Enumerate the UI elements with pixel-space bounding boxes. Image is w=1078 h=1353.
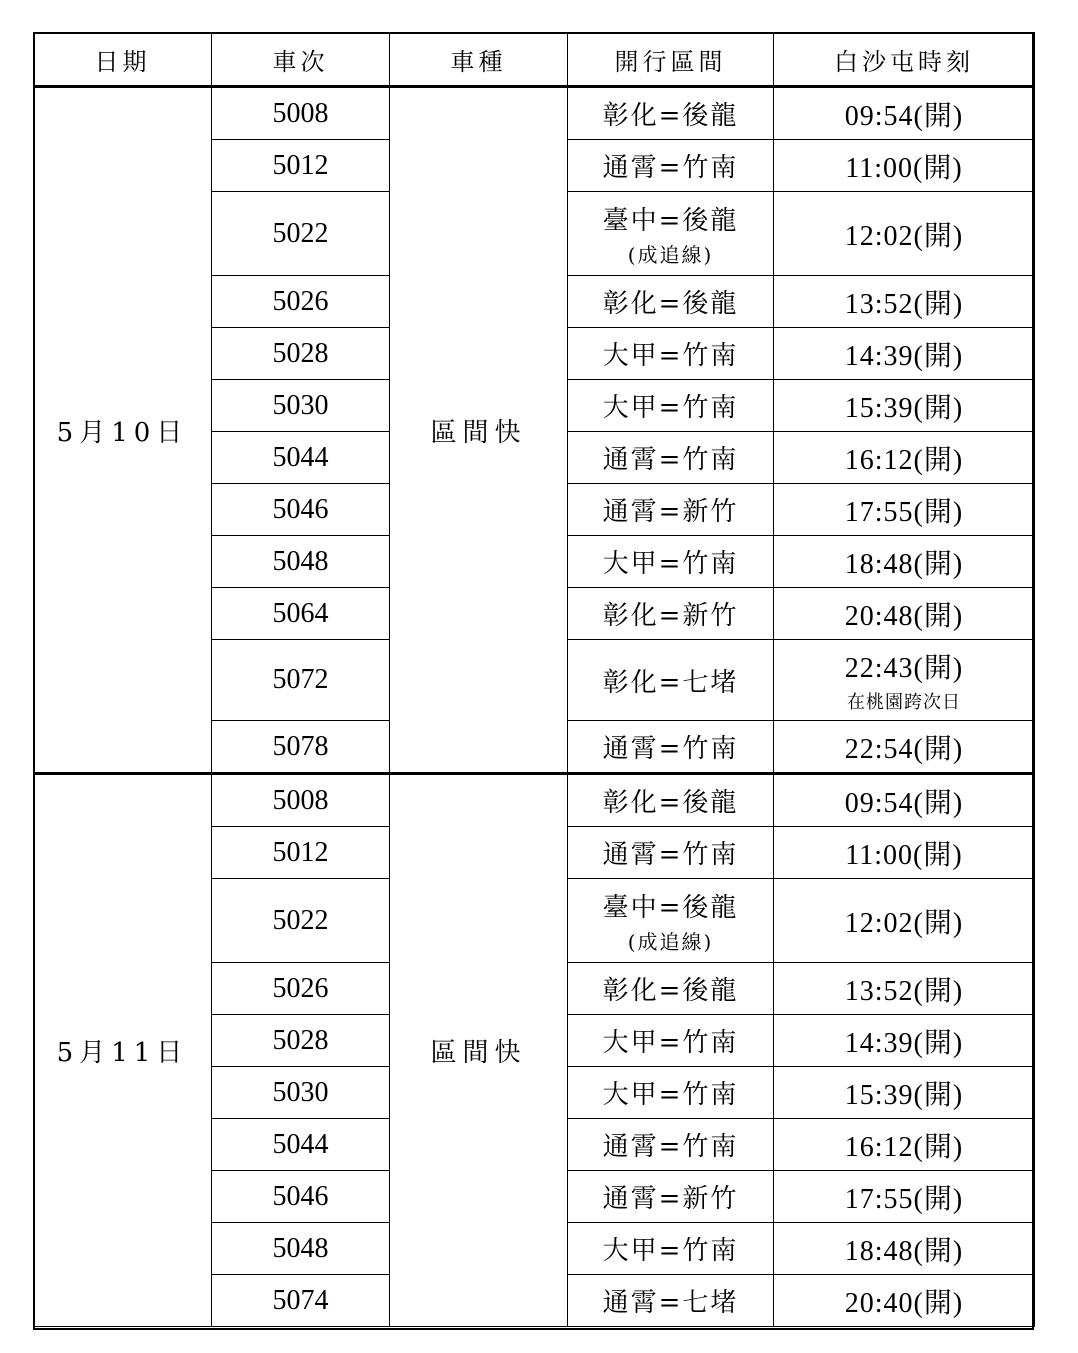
route-text: 通霄=竹南 <box>602 840 739 870</box>
route-note: (成追線) <box>627 242 714 267</box>
departure-time-cell <box>774 276 1035 328</box>
route-text: 彰化=七堵 <box>602 667 739 698</box>
train-number-cell: 5008 <box>212 774 390 827</box>
route-text: 彰化=新竹 <box>602 601 739 631</box>
header-route: 開行區間 <box>568 33 774 87</box>
route-cell <box>568 1275 774 1327</box>
route-text: 臺中=後龍 <box>602 205 739 236</box>
departure-time-cell <box>774 1275 1035 1327</box>
route-text: 大甲=竹南 <box>602 1236 739 1266</box>
header-time: 白沙屯時刻 <box>774 33 1035 87</box>
departure-time-cell <box>774 827 1035 879</box>
route-cell <box>568 1015 774 1067</box>
date-cell: 5月11日 <box>34 774 212 1327</box>
departure-time-text: 14:39(開) <box>844 340 964 372</box>
route-cell <box>568 1067 774 1119</box>
train-number-cell: 5046 <box>212 484 390 536</box>
route-cell <box>568 721 774 774</box>
route-cell <box>568 536 774 588</box>
time-note: 在桃園跨次日 <box>847 692 961 713</box>
departure-time-cell <box>774 1067 1035 1119</box>
departure-time-cell <box>774 192 1035 276</box>
departure-time-text: 11:00(開) <box>845 839 963 871</box>
route-text: 通霄=新竹 <box>602 497 739 527</box>
header-train-no: 車次 <box>212 33 390 87</box>
route-text: 通霄=七堵 <box>602 1288 739 1318</box>
departure-time-text: 17:55(開) <box>844 496 964 528</box>
departure-time-text: 18:48(開) <box>844 548 964 580</box>
departure-time-cell <box>774 328 1035 380</box>
route-text: 大甲=竹南 <box>602 341 739 371</box>
train-number-cell: 5022 <box>212 192 390 276</box>
train-number-cell: 5012 <box>212 140 390 192</box>
train-number-cell: 5072 <box>212 640 390 721</box>
departure-time-cell <box>774 879 1035 963</box>
route-cell <box>568 380 774 432</box>
train-type-cell: 區間快 <box>390 87 568 774</box>
departure-time-cell <box>774 536 1035 588</box>
departure-time-text: 15:39(開) <box>844 392 964 424</box>
route-text: 臺中=後龍 <box>602 892 739 923</box>
departure-time-cell <box>774 87 1035 140</box>
route-cell <box>568 879 774 963</box>
train-number-cell: 5012 <box>212 827 390 879</box>
departure-time-text: 11:00(開) <box>845 152 963 184</box>
train-number-cell: 5074 <box>212 1275 390 1327</box>
route-note: (成追線) <box>627 929 714 954</box>
departure-time-cell <box>774 721 1035 774</box>
departure-time-text: 16:12(開) <box>844 444 964 476</box>
departure-time-cell <box>774 432 1035 484</box>
route-cell <box>568 1223 774 1275</box>
route-cell <box>568 328 774 380</box>
departure-time-text: 14:39(開) <box>844 1027 964 1059</box>
departure-time-cell <box>774 640 1035 721</box>
route-cell <box>568 87 774 140</box>
train-number-cell: 5064 <box>212 588 390 640</box>
departure-time-text: 16:12(開) <box>844 1131 964 1163</box>
route-cell <box>568 192 774 276</box>
departure-time-cell <box>774 1015 1035 1067</box>
route-text: 通霄=竹南 <box>602 1132 739 1162</box>
train-number-cell: 5030 <box>212 1067 390 1119</box>
route-text: 大甲=竹南 <box>602 1028 739 1058</box>
schedule-body <box>34 87 1035 1327</box>
train-number-cell: 5030 <box>212 380 390 432</box>
departure-time-cell <box>774 774 1035 827</box>
departure-time-cell <box>774 1223 1035 1275</box>
train-number-cell: 5026 <box>212 963 390 1015</box>
route-text: 彰化=後龍 <box>602 289 739 319</box>
departure-time-cell <box>774 380 1035 432</box>
departure-time-text: 20:40(開) <box>844 1287 964 1319</box>
train-number-cell: 5044 <box>212 1119 390 1171</box>
train-number-cell: 5022 <box>212 879 390 963</box>
route-text: 通霄=竹南 <box>602 445 739 475</box>
train-number-cell: 5028 <box>212 328 390 380</box>
route-cell <box>568 432 774 484</box>
departure-time-cell <box>774 963 1035 1015</box>
departure-time-text: 22:54(開) <box>844 733 964 765</box>
route-text: 彰化=後龍 <box>602 976 739 1006</box>
train-type-cell: 區間快 <box>390 774 568 1327</box>
departure-time-text: 13:52(開) <box>844 975 964 1007</box>
header-row <box>34 33 1035 87</box>
train-number-cell: 5008 <box>212 87 390 140</box>
train-number-cell: 5048 <box>212 536 390 588</box>
departure-time-cell <box>774 1119 1035 1171</box>
route-text: 彰化=後龍 <box>602 788 739 818</box>
train-number-cell: 5048 <box>212 1223 390 1275</box>
train-number-cell: 5026 <box>212 276 390 328</box>
route-cell <box>568 484 774 536</box>
date-cell: 5月10日 <box>34 87 212 774</box>
header-train-type: 車種 <box>390 33 568 87</box>
route-text: 大甲=竹南 <box>602 1080 739 1110</box>
departure-time-text: 18:48(開) <box>844 1235 964 1267</box>
route-cell <box>568 774 774 827</box>
route-cell <box>568 1119 774 1171</box>
train-number-cell: 5028 <box>212 1015 390 1067</box>
route-cell <box>568 588 774 640</box>
route-cell <box>568 827 774 879</box>
route-text: 通霄=新竹 <box>602 1184 739 1214</box>
departure-time-text: 12:02(開) <box>844 220 964 252</box>
train-number-cell: 5078 <box>212 721 390 774</box>
departure-time-cell <box>774 1171 1035 1223</box>
departure-time-cell <box>774 140 1035 192</box>
departure-time-text: 17:55(開) <box>844 1183 964 1215</box>
route-text: 大甲=竹南 <box>602 393 739 423</box>
train-number-cell: 5044 <box>212 432 390 484</box>
route-cell <box>568 140 774 192</box>
table-row <box>34 87 1035 140</box>
train-number-cell: 5046 <box>212 1171 390 1223</box>
train-schedule-table <box>33 32 1035 1327</box>
route-text: 通霄=竹南 <box>602 153 739 183</box>
route-cell <box>568 640 774 721</box>
header-date: 日期 <box>34 33 212 87</box>
route-cell <box>568 963 774 1015</box>
departure-time-cell <box>774 484 1035 536</box>
departure-time-text: 15:39(開) <box>844 1079 964 1111</box>
departure-time-text: 09:54(開) <box>844 787 964 819</box>
departure-time-text: 09:54(開) <box>844 100 964 132</box>
departure-time-text: 12:02(開) <box>844 907 964 939</box>
departure-time-text: 20:48(開) <box>844 600 964 632</box>
table-row <box>34 774 1035 827</box>
departure-time-text: 22:43(開) <box>844 653 964 684</box>
departure-time-cell <box>774 588 1035 640</box>
route-text: 彰化=後龍 <box>602 101 739 131</box>
departure-time-text: 13:52(開) <box>844 288 964 320</box>
route-text: 通霄=竹南 <box>602 734 739 764</box>
route-cell <box>568 276 774 328</box>
route-cell <box>568 1171 774 1223</box>
route-text: 大甲=竹南 <box>602 549 739 579</box>
